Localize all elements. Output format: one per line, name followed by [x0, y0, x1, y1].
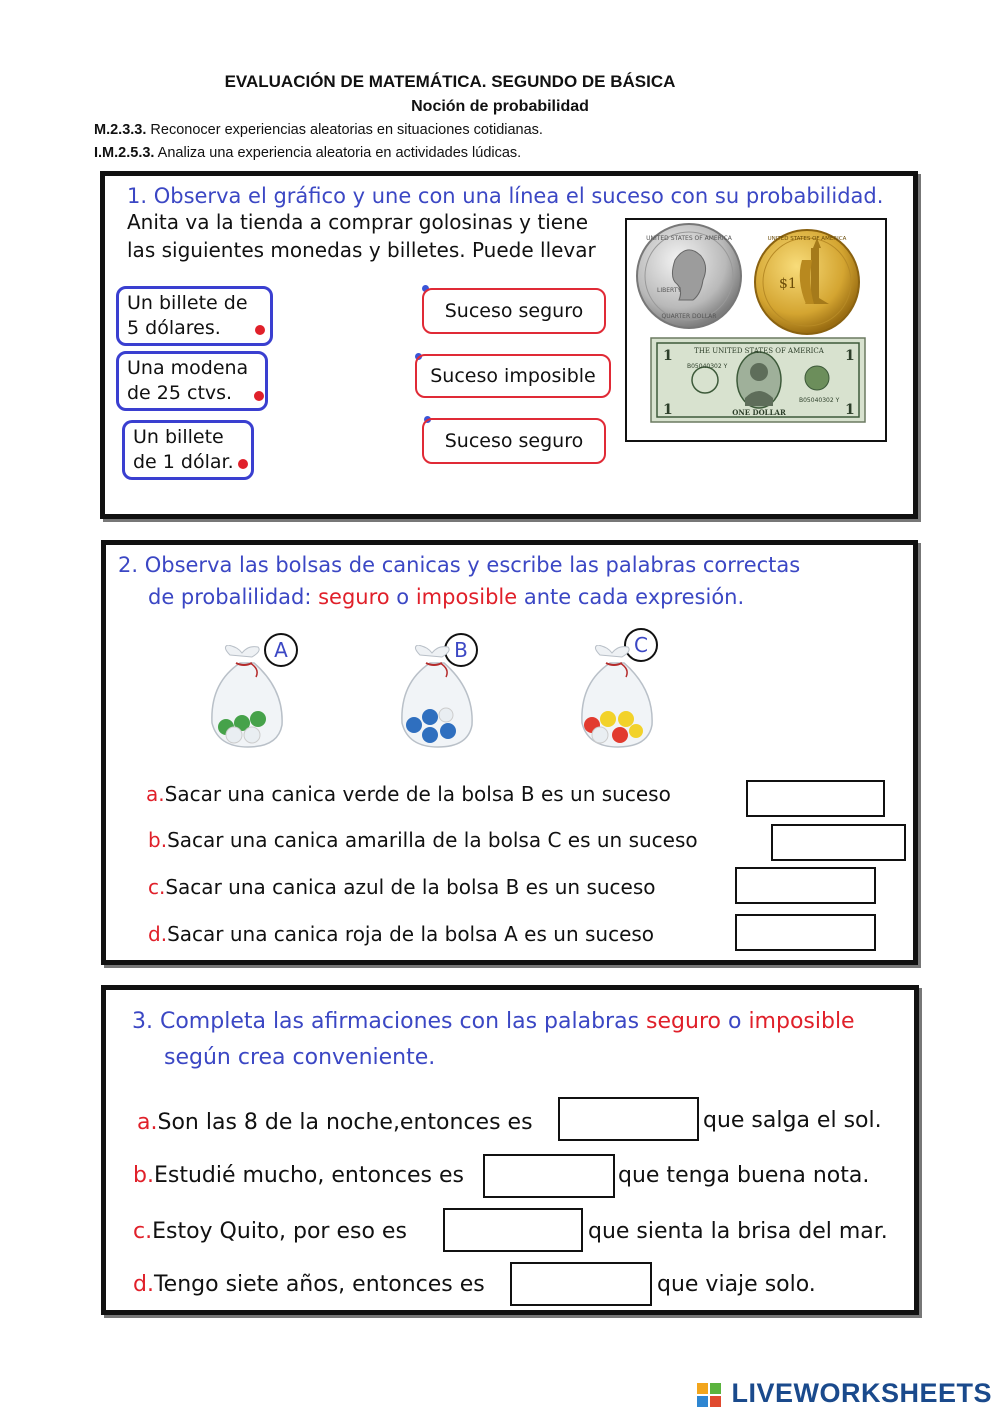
gold-dollar-coin-icon — [755, 230, 859, 334]
item-letter: c. — [148, 875, 166, 899]
quarter-top-text: UNITED STATES OF AMERICA — [646, 235, 732, 242]
instruction-text: de probalilidad: — [148, 585, 319, 609]
marble-bag-blue-icon — [390, 645, 480, 755]
section-3-instruction-2: según crea conveniente. — [164, 1045, 436, 1070]
answer-box-s3-c[interactable] — [443, 1208, 583, 1252]
keyword-imposible: imposible — [748, 1009, 855, 1034]
s3-item-b-after: que tenga buena nota. — [618, 1163, 870, 1188]
bag-label-b: B — [444, 633, 478, 667]
section-1-instruction: 1. Observa el gráfico y une con una línea el suceso con su probabilidad. — [127, 184, 884, 208]
item-letter: b. — [148, 828, 168, 852]
bill-serial-right: B05040302 Y — [799, 397, 840, 404]
s2-item-a — [146, 782, 671, 806]
bill-bottom-text: ONE DOLLAR — [732, 408, 786, 417]
page-subtitle: Noción de probabilidad — [411, 98, 589, 115]
s2-item-d — [148, 922, 654, 946]
money-illustration — [627, 220, 885, 440]
s3-item-d-after: que viaje solo. — [657, 1272, 816, 1297]
item-letter: c. — [133, 1219, 153, 1244]
event-label: de 1 dólar. — [133, 451, 234, 473]
section-1-story-line-1: Anita va la tienda a comprar golosinas y tiene — [127, 210, 589, 234]
standard-2-text: Analiza una experiencia aleatoria en actividades lúdicas. — [154, 145, 522, 161]
item-text: Son las 8 de la noche,entonces es — [157, 1110, 533, 1135]
standard-1-code: M.2.3.3. — [94, 122, 147, 138]
liveworksheets-logo-text: LIVEWORKSHEETS — [731, 1378, 992, 1408]
s3-item-b-before — [133, 1163, 464, 1188]
item-text: Sacar una canica verde de la bolsa B es un suceso — [164, 782, 671, 806]
answer-box-s2-b[interactable] — [771, 824, 906, 861]
quarter-liberty-text: LIBERTY — [657, 287, 682, 294]
bill-digit-tr: 1 — [845, 348, 855, 364]
connector-dot[interactable] — [238, 459, 248, 469]
section-1-story-line-2: las siguientes monedas y billetes. Puede llevar — [127, 238, 596, 262]
bag-c — [570, 622, 690, 752]
bill-digit-tl: 1 — [663, 348, 673, 364]
item-text: Estudié mucho, entonces es — [153, 1163, 464, 1188]
standard-2 — [94, 145, 521, 161]
s2-item-b — [148, 828, 698, 852]
event-label: Un billete de — [127, 292, 248, 314]
probability-impossible[interactable]: Suceso imposible — [415, 354, 611, 398]
section-2-instruction-2 — [148, 585, 744, 609]
bag-label-c: C — [624, 628, 658, 662]
connector-dot[interactable] — [254, 391, 264, 401]
standard-1 — [94, 122, 543, 138]
answer-box-s3-a[interactable] — [558, 1097, 699, 1141]
probability-sure-2[interactable]: Suceso seguro — [422, 418, 606, 464]
quarter-bottom-text: QUARTER DOLLAR — [661, 313, 717, 320]
event-label: 5 dólares. — [127, 317, 221, 339]
standard-1-text: Reconocer experiencias aleatorias en situaciones cotidianas. — [146, 122, 543, 138]
item-text: Sacar una canica azul de la bolsa B es un suceso — [165, 875, 656, 899]
bill-digit-bl: 1 — [663, 402, 673, 418]
event-five-dollar-bill[interactable] — [116, 286, 273, 346]
keyword-seguro: seguro — [318, 585, 390, 609]
bill-top-text: THE UNITED STATES OF AMERICA — [694, 347, 824, 355]
item-text: Sacar una canica roja de la bolsa A es un suceso — [167, 922, 655, 946]
s3-item-a-after: que salga el sol. — [703, 1108, 882, 1133]
item-letter: d. — [133, 1272, 154, 1297]
s3-item-d-before — [133, 1272, 485, 1297]
s3-item-c-after: que sienta la brisa del mar. — [588, 1219, 888, 1244]
gold-coin-top-text: UNITED STATES OF AMERICA — [767, 236, 847, 242]
keyword-imposible: imposible — [415, 585, 518, 609]
section-3-instruction-1 — [132, 1009, 855, 1034]
answer-box-s3-d[interactable] — [510, 1262, 652, 1306]
instruction-text: 3. Completa las afirmaciones con las palabras — [132, 1009, 647, 1034]
instruction-text: ante cada expresión. — [517, 585, 745, 609]
event-label: de 25 ctvs. — [127, 382, 233, 404]
instruction-text: o — [720, 1009, 749, 1034]
answer-box-s2-a[interactable] — [746, 780, 885, 817]
s3-item-a-before — [137, 1110, 533, 1135]
section-2-instruction-1: 2. Observa las bolsas de canicas y escribe las palabras correctas — [118, 553, 801, 577]
bag-label-a: A — [264, 633, 298, 667]
event-label: Una modena — [127, 357, 249, 379]
item-letter: b. — [133, 1163, 154, 1188]
bag-b — [390, 625, 510, 755]
item-text: Tengo siete años, entonces es — [153, 1272, 485, 1297]
s2-item-c — [148, 875, 656, 899]
item-letter: a. — [146, 782, 165, 806]
liveworksheets-logo-icon — [697, 1383, 721, 1407]
marble-bag-green-icon — [200, 645, 290, 755]
answer-box-s2-d[interactable] — [735, 914, 876, 951]
page-title: EVALUACIÓN DE MATEMÁTICA. SEGUNDO DE BÁSICA — [224, 72, 676, 91]
connector-dot[interactable] — [255, 325, 265, 335]
event-label: Un billete — [133, 426, 224, 448]
standard-2-code: I.M.2.5.3. — [94, 145, 155, 161]
gold-coin-value: $1 — [779, 276, 797, 292]
item-text: Estoy Quito, por eso es — [152, 1219, 407, 1244]
one-dollar-bill-icon — [651, 338, 865, 422]
answer-box-s3-b[interactable] — [483, 1154, 615, 1198]
bag-a — [200, 625, 320, 755]
item-letter: d. — [148, 922, 168, 946]
bill-digit-br: 1 — [845, 402, 855, 418]
money-image — [625, 218, 887, 442]
event-one-dollar-bill[interactable] — [122, 420, 254, 480]
keyword-seguro: seguro — [646, 1009, 721, 1034]
item-letter: a. — [137, 1110, 158, 1135]
bill-serial-left: B05040302 Y — [687, 363, 728, 370]
answer-box-s2-c[interactable] — [735, 867, 876, 904]
s3-item-c-before — [133, 1219, 407, 1244]
item-text: Sacar una canica amarilla de la bolsa C es un suceso — [167, 828, 698, 852]
instruction-text: o — [389, 585, 416, 609]
quarter-coin-icon — [637, 224, 741, 328]
probability-sure-1[interactable]: Suceso seguro — [422, 288, 606, 334]
event-quarter-coin[interactable] — [116, 351, 268, 411]
logo-squares-icon — [697, 1383, 721, 1407]
marble-bag-yellow-icon — [570, 645, 660, 755]
